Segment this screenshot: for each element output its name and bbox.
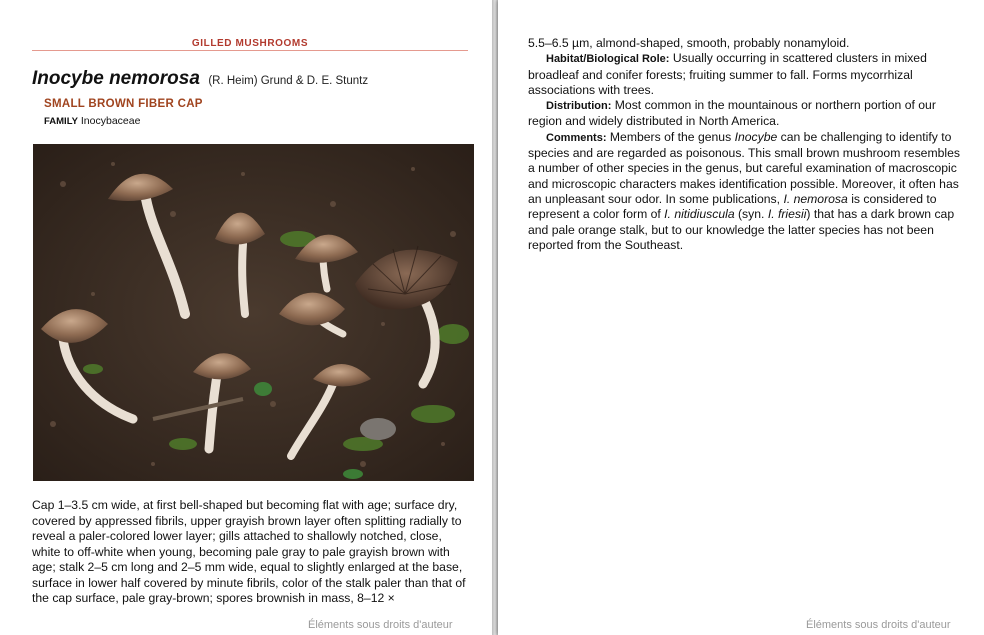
family-value: Inocybaceae: [80, 115, 141, 127]
comments-species-2: I. nitidiuscula: [664, 207, 735, 222]
comments-paragraph: [528, 130, 962, 253]
comments-label: Comments:: [546, 131, 607, 144]
comments-text-1: Members of the genus: [609, 129, 732, 144]
distribution-text: Most common in the mountainous or northern portion of our region and widely distributed in North America.: [528, 98, 936, 129]
habitat-text: Usually occurring in scattered clusters in mixed broadleaf and conifer forests; fruiting summer to fall. Forms mycorrhizal associations with trees.: [528, 51, 927, 97]
distribution-paragraph: [528, 98, 962, 130]
comments-text-2: can be challenging to identify to species and are regarded as poisonous. This small brown mushroom resembles a number of other species in the genus, but careful examination of macroscopic and microscopic characters makes identification possible. Moreover, it often has an unpleasant sour odor. In some publications,: [528, 129, 960, 206]
scientific-name: Inocybe nemorosa: [32, 68, 200, 89]
comments-text-5: ) that has a dark brown cap and pale orange stalk, but to our knowledge the latter species has not been reported from the Southeast.: [528, 207, 955, 252]
habitat-label: Habitat/Biological Role:: [546, 53, 670, 66]
mushroom-photo-art: [33, 144, 474, 481]
habitat-paragraph: [528, 51, 962, 98]
author-citation: (R. Heim) Grund & D. E. Stuntz: [208, 75, 369, 87]
family-label: FAMILY: [44, 116, 78, 127]
distribution-label: Distribution:: [546, 100, 612, 113]
mushroom-photo: [33, 144, 474, 481]
comments-text-3: is considered to represent a color form of: [528, 191, 937, 222]
description-text: Cap 1–3.5 cm wide, at first bell-shaped but becoming flat with age; surface dry, covered by appressed fibrils, upper grayish brown layer often splitting radially to reveal a paler-colored lower layer; gills attached to shallowly notched, close, white to off-white when young, becoming pale gray to pale grayish brown with age; stalk 2–5 cm long and 2–5 mm wide, equal to slightly enlarged at the base, surface in lower half covered by minute fibrils, color of the stalk paler than that of the cap surface, pale gray-brown; spores brownish in mass, 8–12 ×: [32, 498, 466, 605]
running-header: GILLED MUSHROOMS: [191, 38, 309, 49]
common-name: SMALL BROWN FIBER CAP: [44, 98, 203, 110]
comments-text-4: (syn.: [738, 207, 765, 222]
spores-continued: 5.5–6.5 µm, almond-shaped, smooth, probably nonamyloid.: [528, 36, 850, 50]
header-rule: [32, 50, 468, 51]
right-page: [498, 0, 984, 635]
comments-genus: Inocybe: [734, 129, 778, 144]
comments-species-1: I. nemorosa: [783, 191, 848, 206]
species-title: [32, 68, 472, 90]
copyright-watermark: Éléments sous droits d'auteur: [308, 619, 453, 631]
right-page-text: [528, 36, 962, 253]
comments-species-3: I. friesii: [767, 207, 807, 222]
copyright-watermark: Éléments sous droits d'auteur: [806, 619, 951, 631]
family-line: [44, 115, 140, 127]
